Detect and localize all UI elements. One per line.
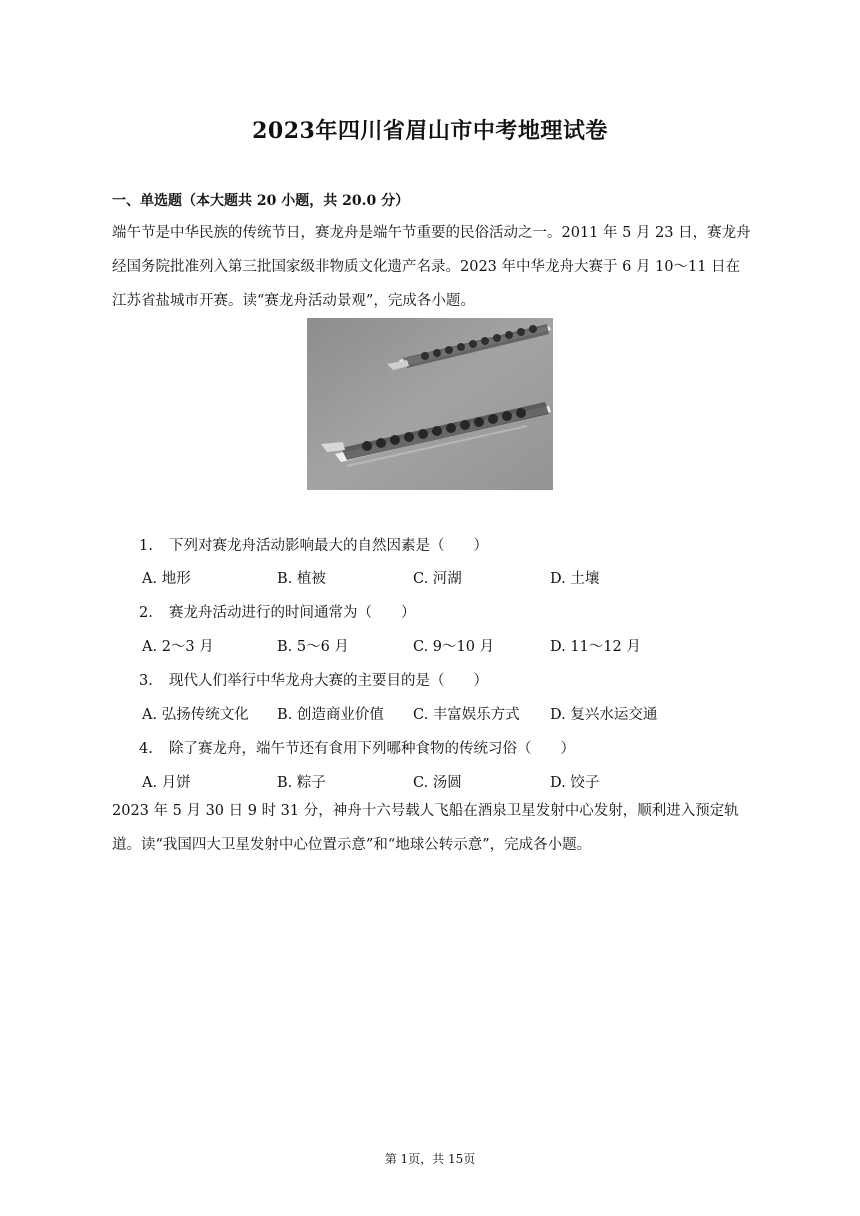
option-b: B. 粽子 [277,775,326,791]
option-d: D. 11～12 月 [550,639,641,655]
option-c: C. 汤圆 [413,775,462,791]
page-footer: 第 1页，共 15页 [384,1152,476,1166]
option-c: C. 9～10 月 [413,639,495,655]
option-a: A. 2～3 月 [142,639,214,655]
option-a: A. 弘扬传统文化 [142,707,249,723]
page-title: 2023年四川省眉山市中考地理试卷 [252,118,608,144]
option-c: C. 河湖 [413,571,462,587]
question-stem: 赛龙舟活动进行的时间通常为（ ） [169,605,416,621]
intro-paragraph-2: 2023 年 5 月 30 日 9 时 31 分，神舟十六号载人飞船在酒泉卫星发射中心发射，顺利进入预定轨道。读“我国四大卫星发射中心位置示意”和“地球公转示意”，完成各小题。 [112,803,739,853]
question-4 [139,737,575,758]
option-d: D. 土壤 [550,571,600,587]
option-b: B. 5～6 月 [277,639,349,655]
option-a: A. 地形 [142,571,191,587]
option-b: B. 创造商业价值 [277,707,384,723]
option-d: D. 复兴水运交通 [550,707,658,723]
question-number: 1. [139,538,153,554]
question-number: 3. [139,673,153,689]
section-heading: 一、单选题（本大题共 20 小题，共 20.0 分） [112,193,410,209]
intro-paragraph-1: 端午节是中华民族的传统节日，赛龙舟是端午节重要的民俗活动之一。2011 年 5 月 23 日，赛龙舟经国务院批准列入第三批国家级非物质文化遗产名录。2023 年中华龙舟大赛于 6 月 10～11 日在江苏省盐城市开赛。读“赛龙舟活动景观”，完成各小题。 [112,225,751,309]
question-2 [139,601,416,622]
question-stem: 现代人们举行中华龙舟大赛的主要目的是（ ） [169,673,488,689]
option-a: A. 月饼 [142,775,191,791]
option-d: D. 饺子 [550,775,600,791]
question-3 [139,669,488,690]
option-c: C. 丰富娱乐方式 [413,707,520,723]
question-number: 2. [139,605,153,621]
option-b: B. 植被 [277,571,326,587]
question-stem: 除了赛龙舟，端午节还有食用下列哪种食物的传统习俗（ ） [169,741,575,757]
question-stem: 下列对赛龙舟活动影响最大的自然因素是（ ） [169,538,488,554]
dragon-boat-photo [307,318,553,490]
question-number: 4. [139,741,153,757]
question-1 [139,534,488,555]
